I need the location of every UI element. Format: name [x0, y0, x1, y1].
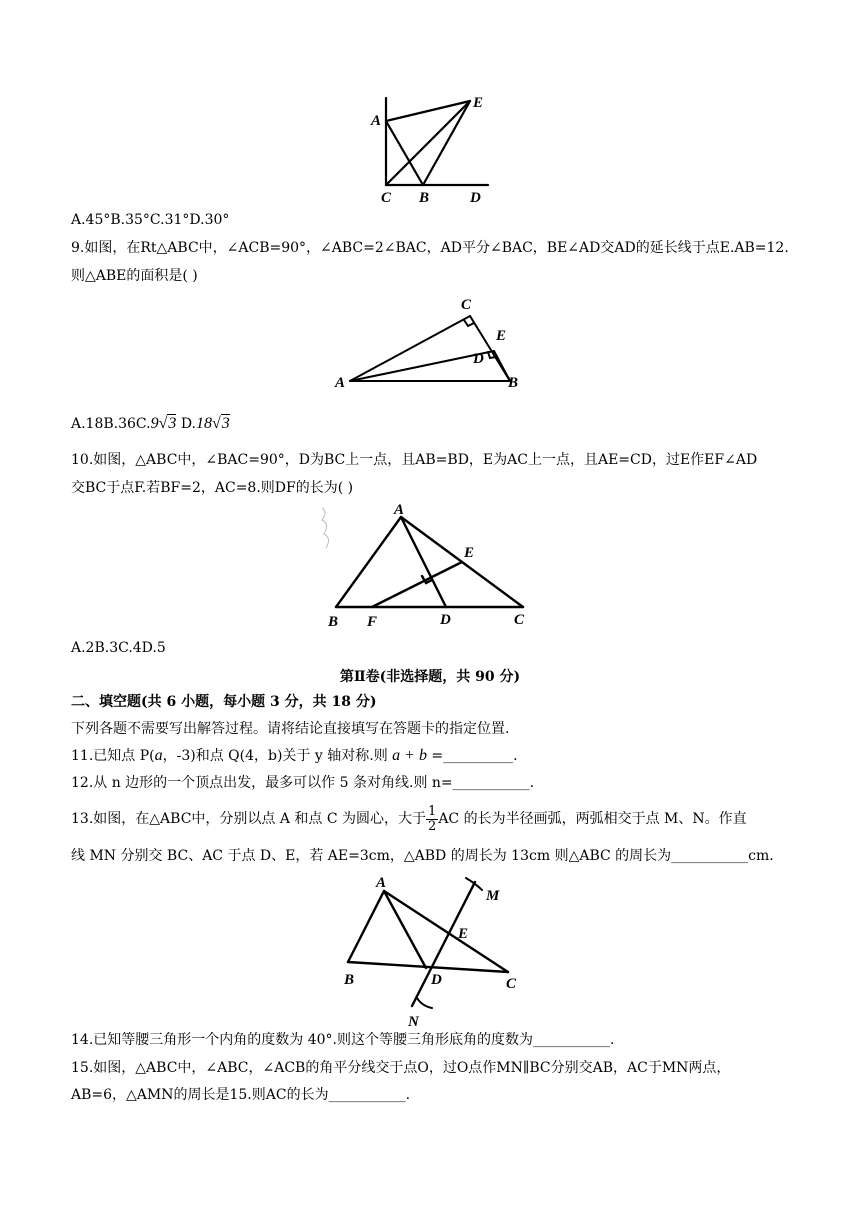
q13-fraction	[426, 805, 438, 834]
q15-stem-line2: AB=6，△AMN的周长是15.则AC的长为___________.	[71, 1087, 411, 1103]
q13-label-e: E	[458, 926, 469, 942]
q13-prefix: 13.如图，在△ABC中，分别以点 A 和点 C 为圆心，大于	[71, 811, 427, 827]
q9-option-d-radicand: 3	[221, 415, 230, 432]
q13-stem-line1	[71, 800, 747, 838]
q11-var-a: a	[154, 747, 163, 764]
q9-label-a: A	[335, 375, 346, 391]
q9-option-c-coef: 9	[150, 415, 159, 432]
q11-prefix: 11.已知点 P(	[71, 748, 155, 764]
q10-label-e: E	[464, 545, 475, 561]
q13-fraction-numerator: 1	[428, 803, 437, 819]
q9-option-c-radicand: 3	[168, 415, 177, 432]
q8-label-b: B	[419, 190, 430, 206]
q9-stem-line2: 则△ABE的面积是( )	[71, 268, 198, 284]
q13-label-c: C	[506, 976, 517, 992]
q15-stem-line1: 15.如图，△ABC中，∠ABC，∠ACB的角平分线交于点O，过O点作MN∥BC分别交AB，AC于MN两点，	[71, 1060, 731, 1076]
q9-label-d: D	[473, 351, 484, 367]
q11-stem	[71, 746, 518, 766]
q8-options: A.45°B.35°C.31°D.30°	[71, 212, 230, 228]
q10-figure	[314, 500, 544, 630]
q10-label-d: D	[440, 612, 451, 628]
q8-label-d: D	[470, 190, 481, 206]
q13-fraction-denominator: 2	[428, 818, 437, 834]
q10-label-a: A	[394, 502, 405, 518]
q9-figure	[330, 292, 530, 392]
q13-stem-line2: 线 MN 分别交 BC、AC 于点 D、E，若 AE=3cm，△ABD 的周长为 13cm 则△ABC 的周长为___________cm.	[71, 848, 774, 864]
q10-stem-line1: 10.如图，△ABC中，∠BAC=90°，D为BC上一点，且AB=BD，E为AC上一点，且AE=CD，过E作EF∠AD	[71, 452, 758, 468]
q9-label-e: E	[496, 328, 507, 344]
q13-figure	[330, 870, 530, 1030]
q8-label-c: C	[381, 190, 392, 206]
q10-stem-line2: 交BC于点F.若BF=2，AC=8.则DF的长为( )	[71, 480, 354, 496]
q8-figure	[366, 92, 496, 208]
q13-label-d: D	[431, 972, 442, 988]
q9-options-ab: A.18B.36C.	[71, 416, 151, 432]
q13-label-a: A	[376, 875, 387, 891]
q11-mid: ，-3)和点 Q(4，b)关于 y 轴对称.则	[162, 748, 393, 764]
section2-title: 第Ⅱ卷(非选择题，共 90 分)	[339, 669, 521, 685]
q13-label-n: N	[408, 1014, 419, 1030]
q14-stem: 14.已知等腰三角形一个内角的度数为 40°.则这个等腰三角形底角的度数为___________.	[71, 1032, 615, 1048]
q10-label-f: F	[367, 614, 378, 630]
q10-options: A.2B.3C.4D.5	[71, 640, 166, 656]
q10-label-b: B	[328, 614, 339, 630]
q9-label-b: B	[508, 375, 519, 391]
q8-label-e: E	[473, 95, 484, 111]
q13-label-b: B	[344, 972, 355, 988]
q9-label-c: C	[461, 297, 472, 313]
q11-suffix: =__________.	[426, 748, 518, 764]
q13-label-m: M	[486, 888, 500, 904]
q13-suffix: AC 的长为半径画弧，两弧相交于点 M、N。作直	[438, 811, 747, 827]
q10-label-c: C	[514, 612, 525, 628]
q8-label-a: A	[371, 113, 382, 129]
q9-stem-line1: 9.如图，在Rt△ABC中，∠ACB=90°，∠ABC=2∠BAC，AD平分∠BAC，BE∠AD交AD的延长线于点E.AB=12.	[71, 240, 789, 256]
q9-option-d-prefix: D.	[176, 416, 197, 432]
section2-instruction: 下列各题不需要写出解答过程。请将结论直接填写在答题卡的指定位置.	[71, 721, 510, 737]
q12-stem: 12.从 n 边形的一个顶点出发，最多可以作 5 条对角线.则 n=___________.	[71, 775, 535, 791]
q11-expression: a + b	[392, 747, 427, 764]
q9-option-d-coef: 18	[196, 415, 213, 432]
section2-heading: 二、填空题(共 6 小题，每小题 3 分，共 18 分)	[71, 694, 377, 710]
q9-options: A.18B.36C.9√3 D.18√3	[71, 415, 230, 432]
